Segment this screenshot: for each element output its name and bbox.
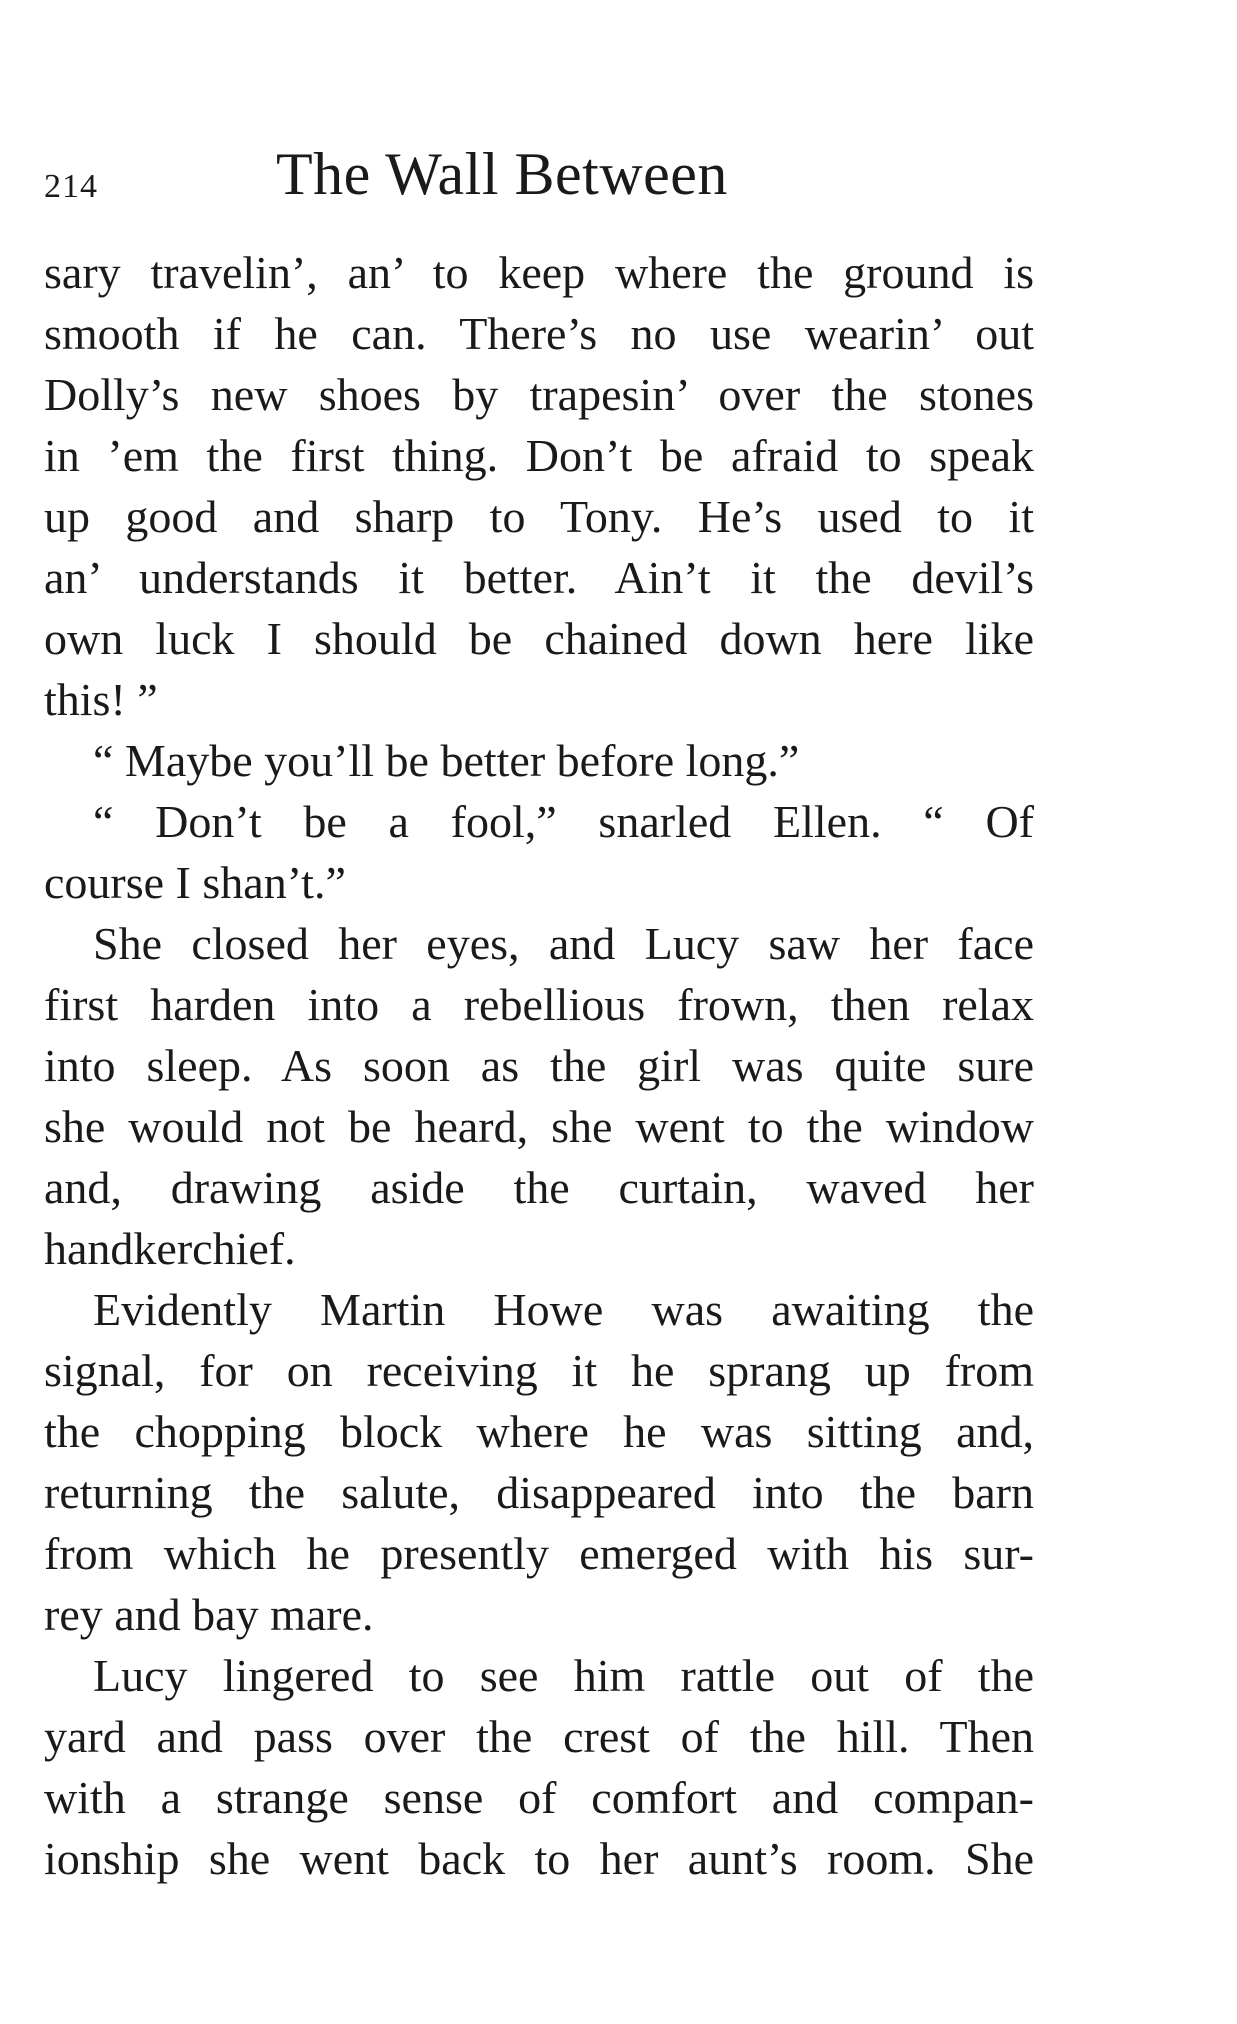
text-line: first harden into a rebellious frown, then relax	[44, 979, 1034, 1030]
text-line: the chopping block where he was sitting and,	[44, 1406, 1034, 1457]
text-line: rey and bay mare.	[44, 1589, 374, 1640]
body-text	[44, 242, 1034, 1889]
text-line: she would not be heard, she went to the window	[44, 1101, 1034, 1152]
text-line: “ Don’t be a fool,” snarled Ellen. “ Of	[93, 796, 1034, 847]
text-line: yard and pass over the crest of the hill. Then	[44, 1711, 1034, 1762]
page-number: 214	[44, 168, 98, 205]
text-line: sary travelin’, an’ to keep where the ground is	[44, 247, 1034, 298]
page-header	[44, 140, 1034, 220]
text-line: up good and sharp to Tony. He’s used to it	[44, 491, 1034, 542]
text-line: with a strange sense of comfort and compan-	[44, 1772, 1034, 1823]
text-line: and, drawing aside the curtain, waved her	[44, 1162, 1034, 1213]
text-line: from which he presently emerged with his sur-	[44, 1528, 1034, 1579]
text-line: an’ understands it better. Ain’t it the devil’s	[44, 552, 1034, 603]
text-line: signal, for on receiving it he sprang up from	[44, 1345, 1034, 1396]
text-line: ionship she went back to her aunt’s room. She	[44, 1833, 1034, 1884]
text-line: Dolly’s new shoes by trapesin’ over the stones	[44, 369, 1034, 420]
text-line: Lucy lingered to see him rattle out of the	[93, 1650, 1034, 1701]
text-line: in ’em the first thing. Don’t be afraid to speak	[44, 430, 1034, 481]
text-line: own luck I should be chained down here like	[44, 613, 1034, 664]
text-line: into sleep. As soon as the girl was quite sure	[44, 1040, 1034, 1091]
text-line: Evidently Martin Howe was awaiting the	[93, 1284, 1034, 1335]
text-line: returning the salute, disappeared into the barn	[44, 1467, 1034, 1518]
running-title: The Wall Between	[276, 141, 728, 207]
text-line: handkerchief.	[44, 1223, 296, 1274]
text-line: course I shan’t.”	[44, 857, 346, 908]
text-line: “ Maybe you’ll be better before long.”	[93, 735, 800, 786]
text-line: She closed her eyes, and Lucy saw her face	[93, 918, 1034, 969]
text-line: smooth if he can. There’s no use wearin’ out	[44, 308, 1034, 359]
text-line: this! ”	[44, 674, 158, 725]
